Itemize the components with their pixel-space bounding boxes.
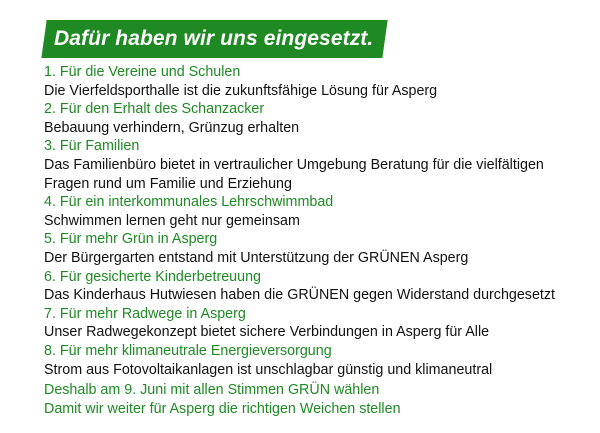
call-to-action-line: Deshalb am 9. Juni mit allen Stimmen GRÜN wählen [44, 382, 380, 399]
list-item [44, 193, 592, 230]
item-heading: 3. Für Familien [44, 138, 140, 155]
item-heading: 4. Für ein interkommunales Lehrschwimmbad [44, 194, 334, 211]
list-item [44, 268, 592, 305]
item-text: Der Bürgergarten entstand mit Unterstützung der GRÜNEN Asperg [44, 249, 469, 266]
item-heading: 8. Für mehr klimaneutrale Energieversorgung [44, 342, 332, 359]
item-text: Unser Radwegekonzept bietet sichere Verbindungen in Asperg für Alle [44, 324, 490, 341]
item-text: Das Kinderhaus Hutwiesen haben die GRÜNEN gegen Widerstand durchgesetzt [44, 287, 555, 304]
item-text: Strom aus Fotovoltaikanlagen ist unschlagbar günstig und klimaneutral [44, 361, 493, 378]
list-item [44, 230, 592, 267]
item-heading: 6. Für gesicherte Kinderbetreuung [44, 268, 261, 285]
achievements-list [44, 63, 592, 379]
list-item [44, 63, 592, 100]
item-text: Die Vierfeldsporthalle ist die zukunftsfähige Lösung für Asperg [44, 82, 438, 99]
item-heading: 2. Für den Erhalt des Schanzacker [44, 101, 265, 118]
list-item [44, 305, 592, 342]
title-banner [41, 20, 388, 58]
call-to-action-line: Damit wir weiter für Asperg die richtigen Weichen stellen [44, 400, 401, 417]
content [44, 63, 592, 418]
item-heading: 5. Für mehr Grün in Asperg [44, 231, 218, 248]
item-heading: 7. Für mehr Radwege in Asperg [44, 305, 246, 322]
page-title: Dafür haben wir uns eingesetzt. [54, 27, 374, 50]
item-text: Das Familienbüro bietet in vertraulicher Umgebung Beratung für die vielfältigen Fragen rund um Familie und Erziehung [44, 156, 544, 192]
item-text: Bebauung verhindern, Grünzug erhalten [44, 119, 300, 136]
list-item [44, 100, 592, 137]
item-text: Schwimmen lernen geht nur gemeinsam [44, 212, 300, 229]
list-item [44, 342, 592, 379]
list-item [44, 137, 592, 193]
item-heading: 1. Für die Vereine und Schulen [44, 64, 241, 80]
call-to-action [44, 381, 592, 418]
